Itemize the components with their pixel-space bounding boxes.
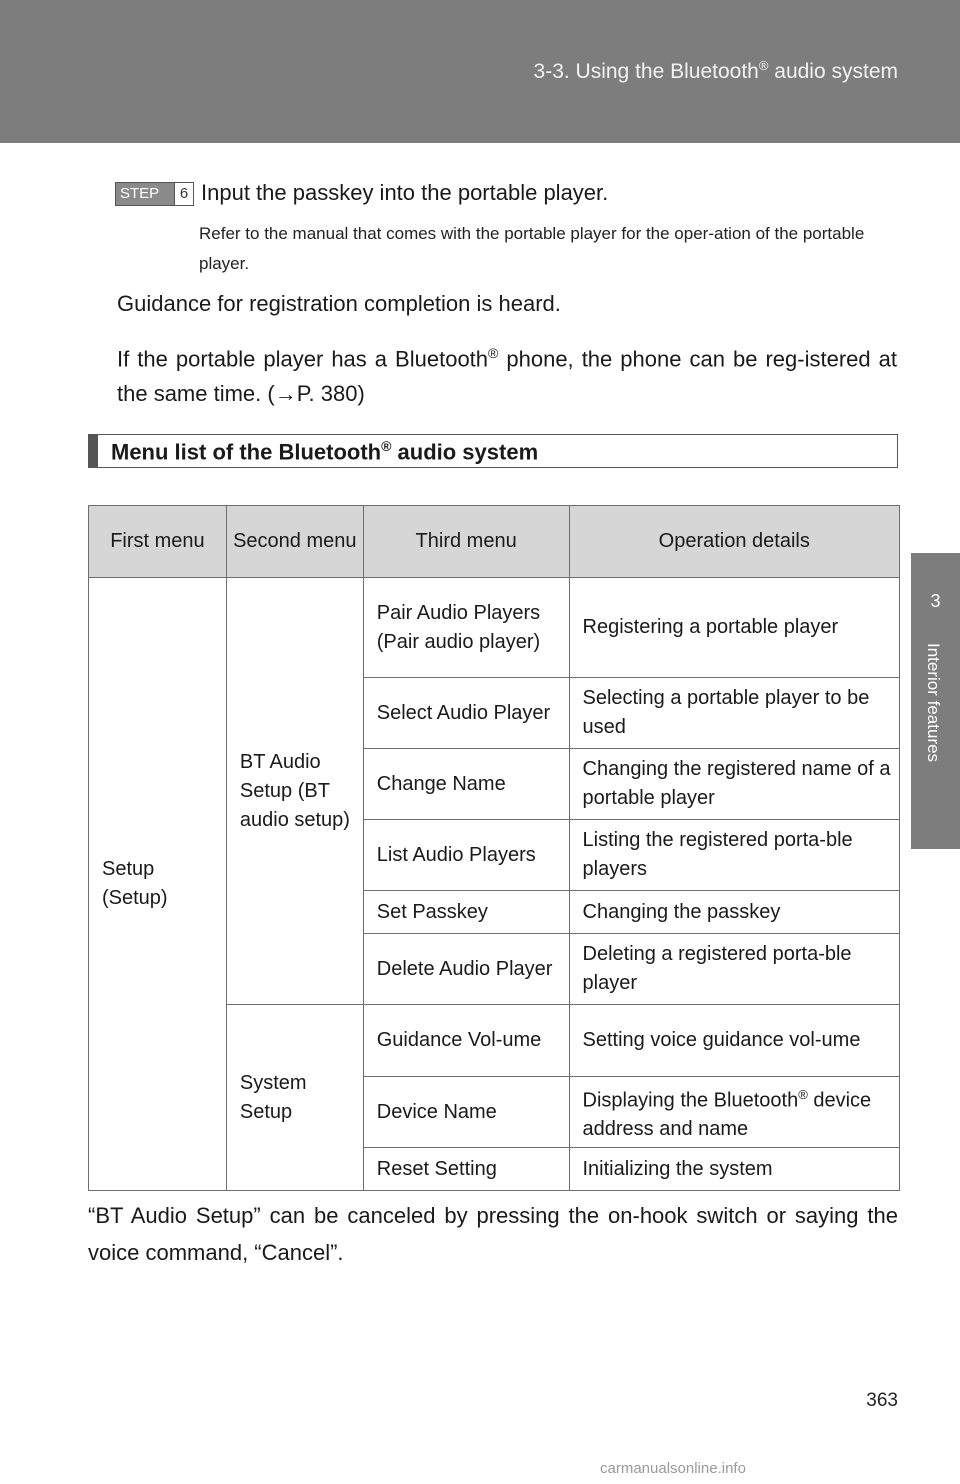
step-badge-word: STEP: [120, 185, 160, 202]
header-first-menu: First menu: [89, 506, 227, 578]
chapter-tab: [911, 553, 960, 849]
header-third-menu: Third menu: [363, 506, 569, 578]
table-row: [89, 578, 900, 678]
chapter-number: 3: [930, 591, 941, 611]
watermark[interactable]: carmanualsonline.info: [600, 1460, 746, 1477]
section-title-text: 3-3. Using the Bluetooth: [533, 60, 759, 83]
heading-text: [111, 438, 538, 465]
heading-text-a: Menu list of the Bluetooth: [111, 439, 382, 465]
details-text-a: Displaying the Bluetooth: [582, 1089, 799, 1112]
third-menu-cell: Pair Audio Players (Pair audio player): [363, 578, 569, 678]
first-menu-cell: Setup (Setup): [89, 578, 227, 1191]
third-menu-cell: Select Audio Player: [363, 678, 569, 749]
operation-details-cell: Selecting a portable player to be used: [569, 678, 900, 749]
third-menu-cell: Delete Audio Player: [363, 934, 569, 1005]
details-text-b: device address and name: [582, 1089, 872, 1141]
chapter-label: Interior features: [924, 643, 943, 763]
step-badge: [115, 182, 194, 206]
second-menu-cell: BT Audio Setup (BT audio setup): [226, 578, 363, 1005]
operation-details-cell: Initializing the system: [569, 1148, 900, 1191]
menu-list-table: [88, 505, 900, 1191]
heading-text-b: audio system: [391, 439, 539, 465]
third-menu-cell: Reset Setting: [363, 1148, 569, 1191]
operation-details-cell: Listing the registered porta-ble players: [569, 820, 900, 891]
registered-mark: ®: [381, 438, 392, 454]
operation-details-cell: [569, 1077, 900, 1148]
table-header-row: [89, 506, 900, 578]
header-operation-details: Operation details: [569, 506, 900, 578]
third-menu-cell: Change Name: [363, 749, 569, 820]
section-heading: [88, 434, 898, 468]
heading-bar: [89, 435, 98, 467]
third-menu-cell: List Audio Players: [363, 820, 569, 891]
paragraph-phone-a: If the portable player has a Bluetooth: [117, 346, 489, 372]
step-badge-number: 6: [174, 183, 193, 205]
operation-details-cell: Changing the passkey: [569, 891, 900, 934]
third-menu-cell: Device Name: [363, 1077, 569, 1148]
header-second-menu: Second menu: [226, 506, 363, 578]
page-number: 363: [866, 1390, 898, 1411]
section-title: [534, 58, 898, 84]
step-text: Input the passkey into the portable player.: [201, 180, 609, 205]
operation-details-cell: Deleting a registered porta-ble player: [569, 934, 900, 1005]
cancel-note: “BT Audio Setup” can be canceled by pressing the on-hook switch or saying the voice command, “Cancel”.: [88, 1203, 898, 1265]
paragraph-phone: [117, 336, 897, 411]
registered-mark: ®: [798, 1086, 808, 1102]
second-menu-cell: System Setup: [226, 1005, 363, 1191]
section-title-suffix: audio system: [768, 60, 898, 83]
paragraph-guidance: Guidance for registration completion is heard.: [117, 291, 561, 316]
operation-details-cell: Changing the registered name of a portable player: [569, 749, 900, 820]
operation-details-cell: Setting voice guidance vol-ume: [569, 1005, 900, 1077]
step-note: Refer to the manual that comes with the portable player for the oper-ation of the portable player.: [199, 224, 865, 273]
third-menu-cell: Guidance Vol-ume: [363, 1005, 569, 1077]
page-header: [0, 0, 960, 143]
operation-details-cell: Registering a portable player: [569, 578, 900, 678]
paragraph-phone-b: phone, the phone can be reg-istered at the same time. (→P. 380): [117, 346, 897, 407]
third-menu-cell: Set Passkey: [363, 891, 569, 934]
registered-mark: ®: [758, 58, 769, 73]
registered-mark: ®: [488, 345, 499, 361]
